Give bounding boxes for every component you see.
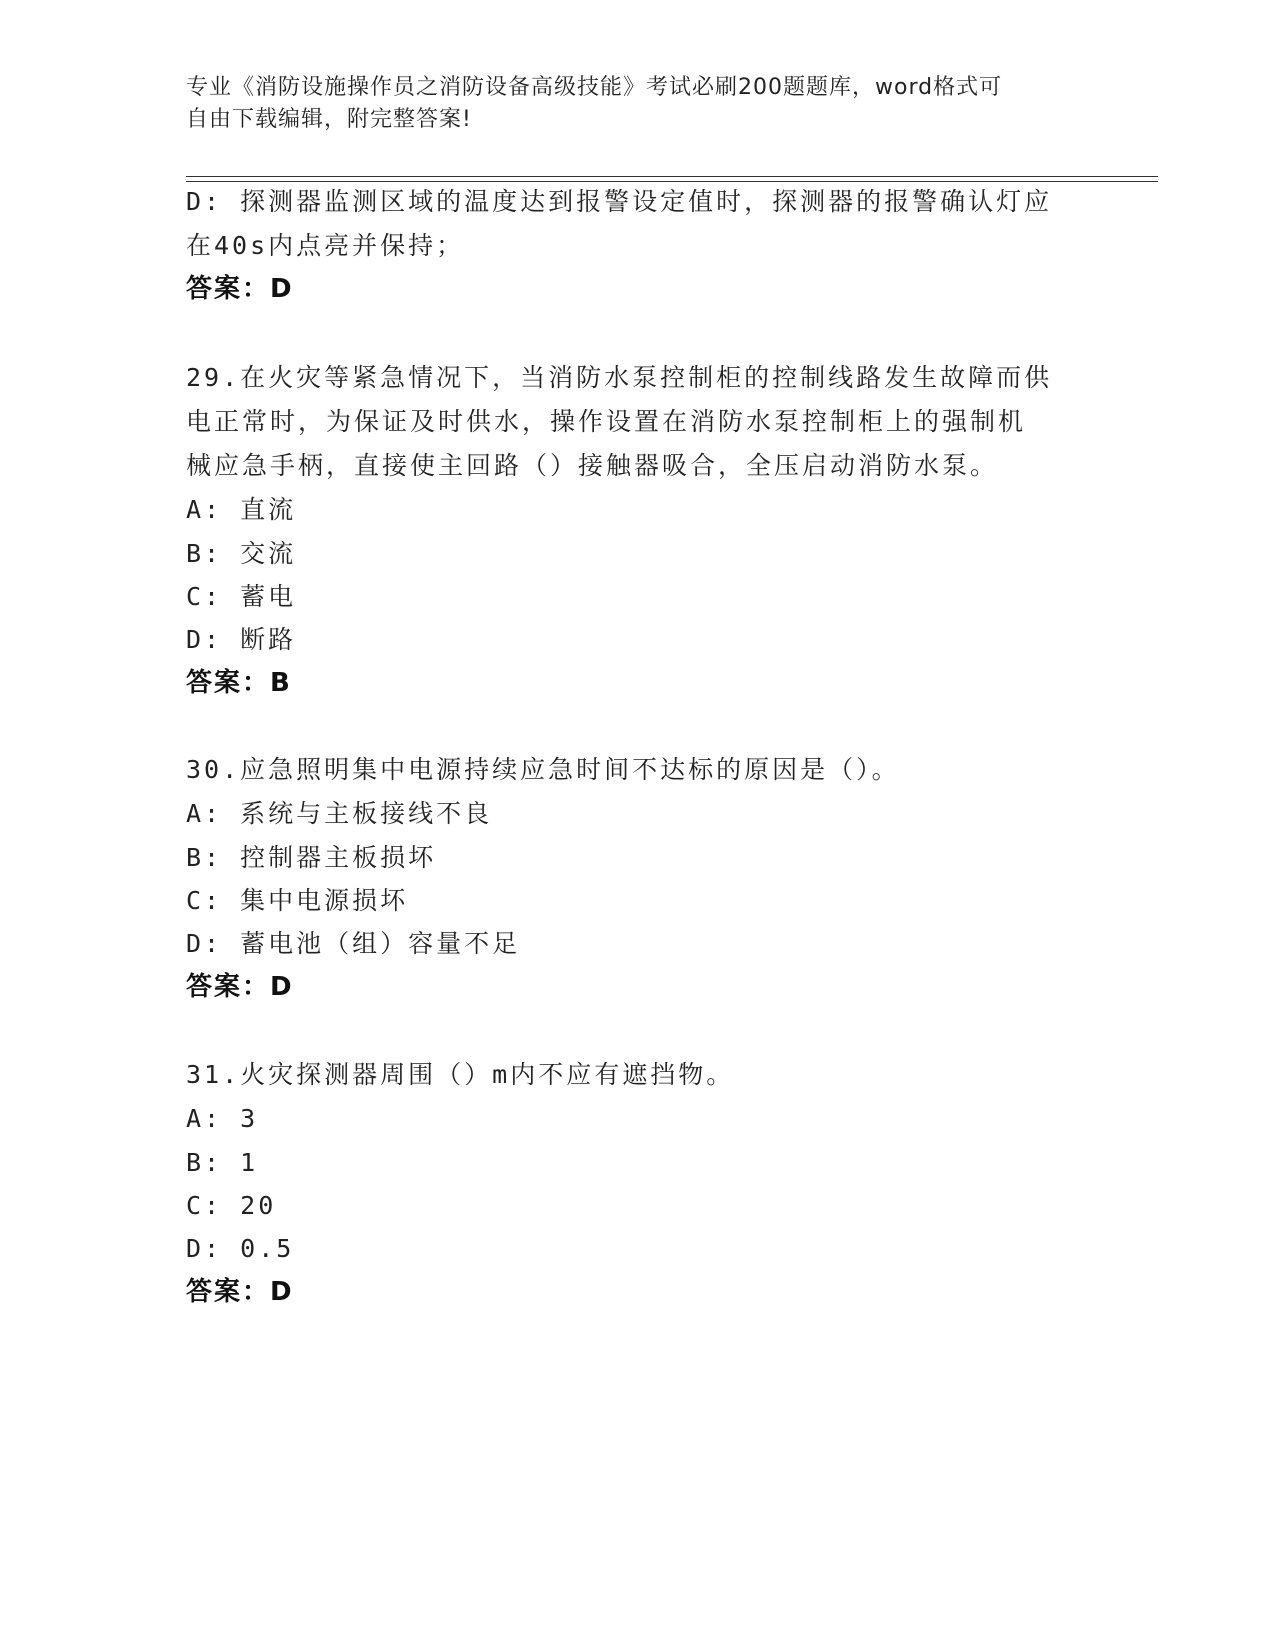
document-header [186, 72, 1086, 136]
q29-option-d: D: 断路 [186, 625, 297, 654]
q31-answer: 答案：D [186, 1277, 294, 1307]
q29-stem-line-3: 械应急手柄，直接使主回路（）接触器吸合，全压启动消防水泵。 [186, 451, 999, 480]
q28-option-d-line-2: 在40s内点亮并保持； [186, 231, 465, 260]
q31-option-a: A: 3 [186, 1104, 259, 1133]
header-line-1: 专业《消防设施操作员之消防设备高级技能》考试必刷200题题库，word格式可 [186, 75, 1003, 100]
q31-option-c: C: 20 [186, 1191, 277, 1220]
q29-option-a: A: 直流 [186, 495, 297, 524]
q30-option-b: B: 控制器主板损坏 [186, 843, 437, 872]
q31-option-d: D: 0.5 [186, 1234, 295, 1263]
q28-option-d-line-1: D: 探测器监测区域的温度达到报警设定值时，探测器的报警确认灯应 [186, 187, 1053, 216]
q29-option-b: B: 交流 [186, 539, 297, 568]
q29-stem-line-1: 29.在火灾等紧急情况下，当消防水泵控制柜的控制线路发生故障而供 [186, 363, 1053, 392]
q29-option-c: C: 蓄电 [186, 582, 297, 611]
q28-answer: 答案：D [186, 274, 294, 304]
q30-answer: 答案：D [186, 972, 294, 1002]
q29-stem-line-2: 电正常时，为保证及时供水，操作设置在消防水泵控制柜上的强制机 [186, 407, 1027, 436]
q30-option-d: D: 蓄电池（组）容量不足 [186, 929, 521, 958]
header-divider-bottom [186, 181, 1158, 182]
header-divider-top [186, 176, 1158, 177]
header-line-2: 自由下载编辑，附完整答案! [186, 107, 472, 132]
q30-stem-line-1: 30.应急照明集中电源持续应急时间不达标的原因是（）。 [186, 755, 900, 784]
q31-option-b: B: 1 [186, 1148, 259, 1177]
q30-option-c: C: 集中电源损坏 [186, 886, 409, 915]
q29-answer: 答案：B [186, 668, 292, 698]
q30-option-a: A: 系统与主板接线不良 [186, 799, 493, 828]
q31-stem-line-1: 31.火灾探测器周围（）m内不应有遮挡物。 [186, 1060, 735, 1089]
